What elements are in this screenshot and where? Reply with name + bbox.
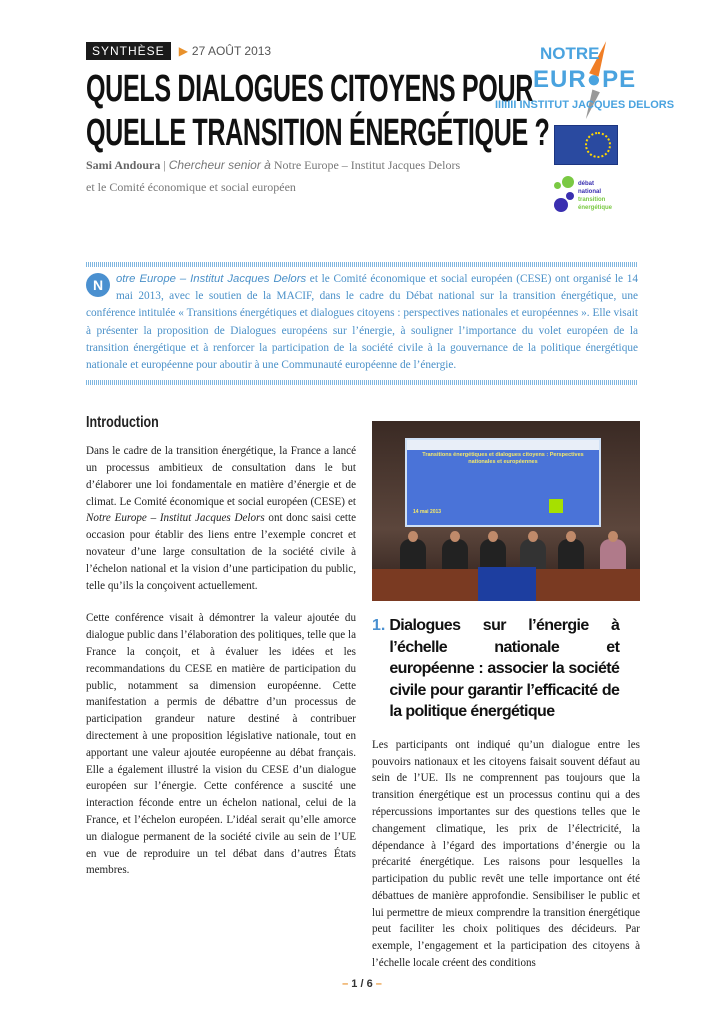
intro-paragraph-1 [86,443,356,594]
section-number: 1. [372,617,386,635]
page-label: 1 / 6 [348,978,376,990]
intro-paragraph-2: Cette conférence visait à démontrer la valeur ajoutée du dialogue public dans l’élaboration des politiques, telle que la France la conçoit, et à évaluer les idées et les recommandations du CESE en matière de participation du public, notamment sa dimension européenne. Cette manifestation a permis de débattre d’un processus de participation grandeur nature destiné à contribuer directement à une proposition législative nationale, tout en apportant une valeur ajoutée européenne au débat français. Elle a également illustré la vision du CESE d’un dialogue européen sur l’énergie. Cette conférence a suscité une interaction féconde entre un échelon national, celui de la France, et l’échelon européen. L’idéal serait qu’elle amorce un dialogue permanent de la société civile au sein de l’UE en vue de reproduire un tel débat dans d’autres États membres. [86,612,356,877]
slide-title: Transitions énergétiques et dialogues citoyens : Perspectives nationales et européennes [422,452,584,466]
left-column [86,415,356,972]
section1-paragraph-1: Les participants ont indiqué qu’un dialogue entre les pouvoirs nationaux et les citoyens faisait souvent défaut au sein de l’UE. Ils ne comprennent pas toujours que la transition énergétique est un processus continu qui a des répercussions importantes sur des questions telles que le changement climatique, les prix de l’électricité, la dépendance à l’égard des importations d’énergie ou la précarité énergétique. Les raisons pour lesquelles la participation du public revêt une telle importance ont été débattues de manière approfondie. Sensibiliser le public et lui permettre de mieux comprendre la transition énergétique peut faciliter les choix politiques des décideurs. Par exemple, l’engagement et la participation des citoyens à l’échelle locale créent des conditions [372,738,640,970]
debat-national-logo [554,176,634,216]
divider [86,380,638,385]
text: ont donc saisi cette occasion pour établir des liens entre l’exemple concret et novateur d’une large consultation de la société civile à l’échelon national et la vision d’une participation du public, telle qu’ils la conçoivent actuellement. [86,512,356,592]
eu-stars-icon [585,132,611,158]
logo-text-transition: transition [578,197,606,203]
section-heading-introduction: Introduction [86,414,159,432]
date-text: 27 AOÛT 2013 [191,44,272,58]
dropcap: N [86,273,110,297]
notre-europe-logo [495,40,685,120]
page-title-line1: QUELS DIALOGUES CITOYENS POUR [86,68,534,110]
cese-logo [554,125,618,165]
lead-italic: otre Europe – Institut Jacques Delors [116,273,307,285]
author-separator: | [160,158,169,172]
author-org: Notre Europe – Institut Jacques Delors [270,158,461,172]
page-number [0,978,724,990]
divider [86,262,638,267]
document-type-badge: SYNTHÈSE [86,42,171,60]
projection-screen [405,438,601,527]
right-column [372,421,640,972]
logo-text-institut: IIIIIII INSTITUT JACQUES DELORS [495,99,675,111]
conference-photo [372,421,640,601]
section-title: Dialogues sur l’énergie à l’échelle nationale et européenne : associer la société civile pour garantir l’efficacité de la politique énergétique [389,617,620,721]
dash: – [342,978,349,990]
author-name: Sami Andoura [86,158,161,172]
publication-date [179,44,271,58]
text: Dans le cadre de la transition énergétique, la France a lancé un processus ambitieux de consultation dans le but d’élaborer une loi fondamentale en matière d’énergie et de climat. Le Comité économique et social européen (CESE) et [86,445,356,508]
author-line-2: et le Comité économique et social européen [86,180,296,194]
author-role: Chercheur senior à [168,158,271,172]
arrow-icon: ▶ [178,44,188,58]
logo-text-block [578,180,612,212]
page-title-line2: QUELLE TRANSITION ÉNERGÉTIQUE ? [86,112,550,154]
section-heading-1 [372,615,640,723]
logo-text-notre: NOTRE [540,44,600,63]
slide-date: 14 mai 2013 [413,509,442,516]
eu-flag [478,567,536,601]
logo-text-debat: débat [578,181,595,187]
header-topline [86,42,271,60]
dash: – [375,978,382,990]
logo-text-europe: EUR●PE [533,66,637,93]
logo-text-national: national [578,189,602,195]
two-columns [86,415,640,972]
main-content [86,262,640,972]
italic-text: Notre Europe – Institut Jacques Delors [86,512,265,525]
france-map-icon [549,499,563,513]
lead-text: et le Comité économique et social européen (CESE) ont organisé le 14 mai 2013, avec le soutien de la MACIF, dans le cadre du Débat national sur la transition énergétique, une conférence intitulée « Transitions énergétiques et dialogues citoyens : perspectives nationales et européennes ». Elle visait à présenter la proposition de Dialogues européens sur l’énergie, à souligner l’importance du volet européen de la transition énergétique et à renforcer la participation de la société civile à la gouvernance de la politique énergétique nationale et européenne pour aboutir à une Communauté européenne de l’énergie. [86,273,638,372]
author-line [86,158,460,173]
logo-text-energetique: énergétique [578,205,613,211]
lead-paragraph [86,271,638,374]
